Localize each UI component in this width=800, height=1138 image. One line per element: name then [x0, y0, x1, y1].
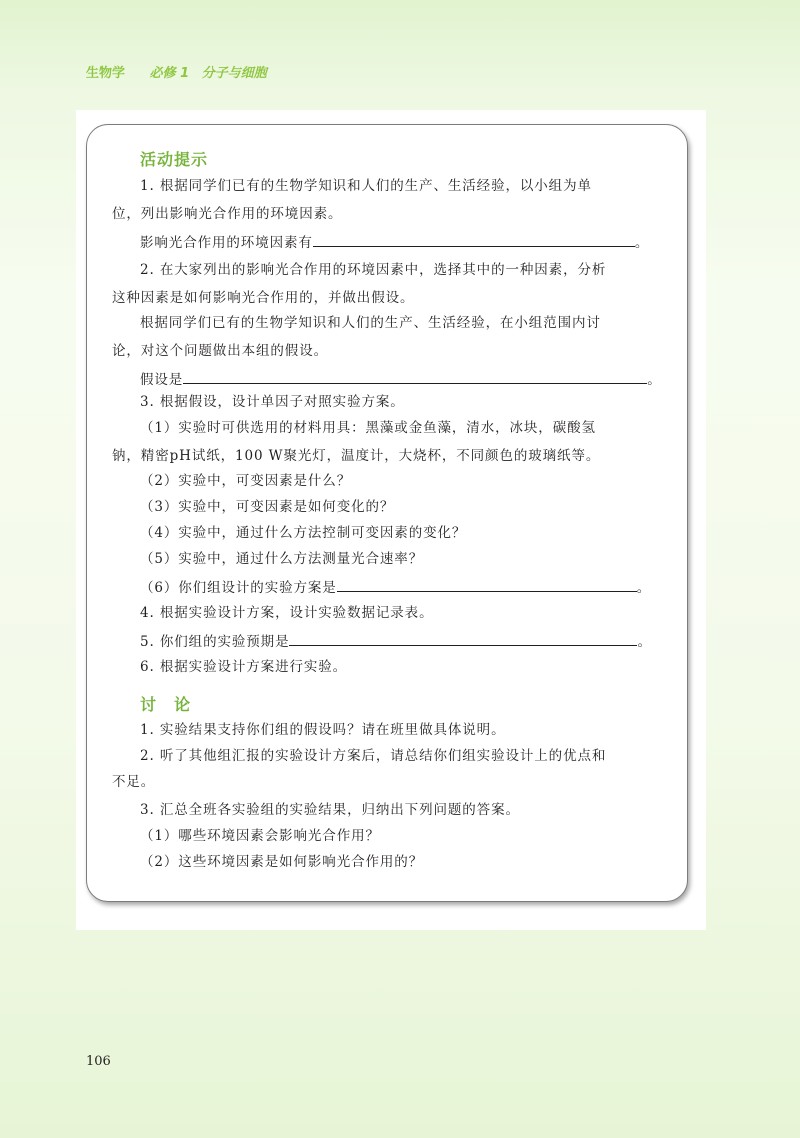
answer-blank[interactable] — [337, 577, 637, 592]
discussion-line: 1. 实验结果支持你们组的假设吗？请在班里做具体说明。 — [140, 722, 506, 738]
header-chapter: 分子与细胞 — [201, 66, 267, 81]
discussion-line: （2）这些环境因素是如何影响光合作用的？ — [140, 854, 424, 870]
tip-line: （1）实验时可供选用的材料用具：黑藻或金鱼藻，清水，冰块，碳酸氢 — [140, 420, 596, 436]
answer-blank[interactable] — [289, 631, 637, 646]
discussion-heading: 讨 论 — [140, 695, 192, 714]
tip-line: 钠，精密pH试纸，100 W聚光灯，温度计，大烧杯，不同颜色的玻璃纸等。 — [112, 448, 601, 464]
activity-tips-heading: 活动提示 — [140, 150, 209, 169]
page-number: 106 — [86, 1054, 111, 1069]
tip-line: 论，对这个问题做出本组的假设。 — [112, 343, 328, 359]
tip-line: （4）实验中，通过什么方法控制可变因素的变化？ — [140, 525, 467, 541]
answer-blank[interactable] — [183, 369, 647, 384]
discussion-line: 2. 听了其他组汇报的实验设计方案后，请总结你们组实验设计上的优点和 — [140, 748, 607, 764]
tip-line: 这种因素是如何影响光合作用的，并做出假设。 — [112, 290, 415, 306]
tip-line: 4. 根据实验设计方案，设计实验数据记录表。 — [140, 605, 434, 621]
discussion-line: 3. 汇总全班各实验组的实验结果，归纳出下列问题的答案。 — [140, 802, 520, 818]
discussion-line: （1）哪些环境因素会影响光合作用？ — [140, 828, 380, 844]
header-book: 必修 1 — [149, 66, 190, 81]
tip-line: （5）实验中，通过什么方法测量光合速率？ — [140, 551, 424, 567]
tip-line-with-blank: （6）你们组设计的实验方案是 。 — [140, 577, 651, 598]
tip-line: 2. 在大家列出的影响光合作用的环境因素中，选择其中的一种因素，分析 — [140, 262, 607, 278]
tip-line: 1. 根据同学们已有的生物学知识和人们的生产、生活经验，以小组为单 — [140, 178, 592, 194]
tip-line: （2）实验中，可变因素是什么？ — [140, 473, 352, 489]
tip-line-with-blank: 影响光合作用的环境因素有 。 — [140, 232, 649, 253]
tip-line-with-blank: 假设是 。 — [140, 369, 662, 390]
running-head — [86, 62, 267, 81]
tip-line: 位，列出影响光合作用的环境因素。 — [112, 206, 343, 222]
tip-line: 6. 根据实验设计方案进行实验。 — [140, 659, 348, 675]
tip-line: （3）实验中，可变因素是如何变化的？ — [140, 499, 395, 515]
tip-line-with-blank: 5. 你们组的实验预期是 。 — [140, 631, 652, 652]
tip-line: 根据同学们已有的生物学知识和人们的生产、生活经验，在小组范围内讨 — [140, 315, 601, 331]
tip-line: 3. 根据假设，设计单因子对照实验方案。 — [140, 394, 405, 410]
discussion-line: 不足。 — [112, 774, 156, 790]
header-subject: 生物学 — [86, 66, 126, 81]
answer-blank[interactable] — [313, 232, 635, 247]
